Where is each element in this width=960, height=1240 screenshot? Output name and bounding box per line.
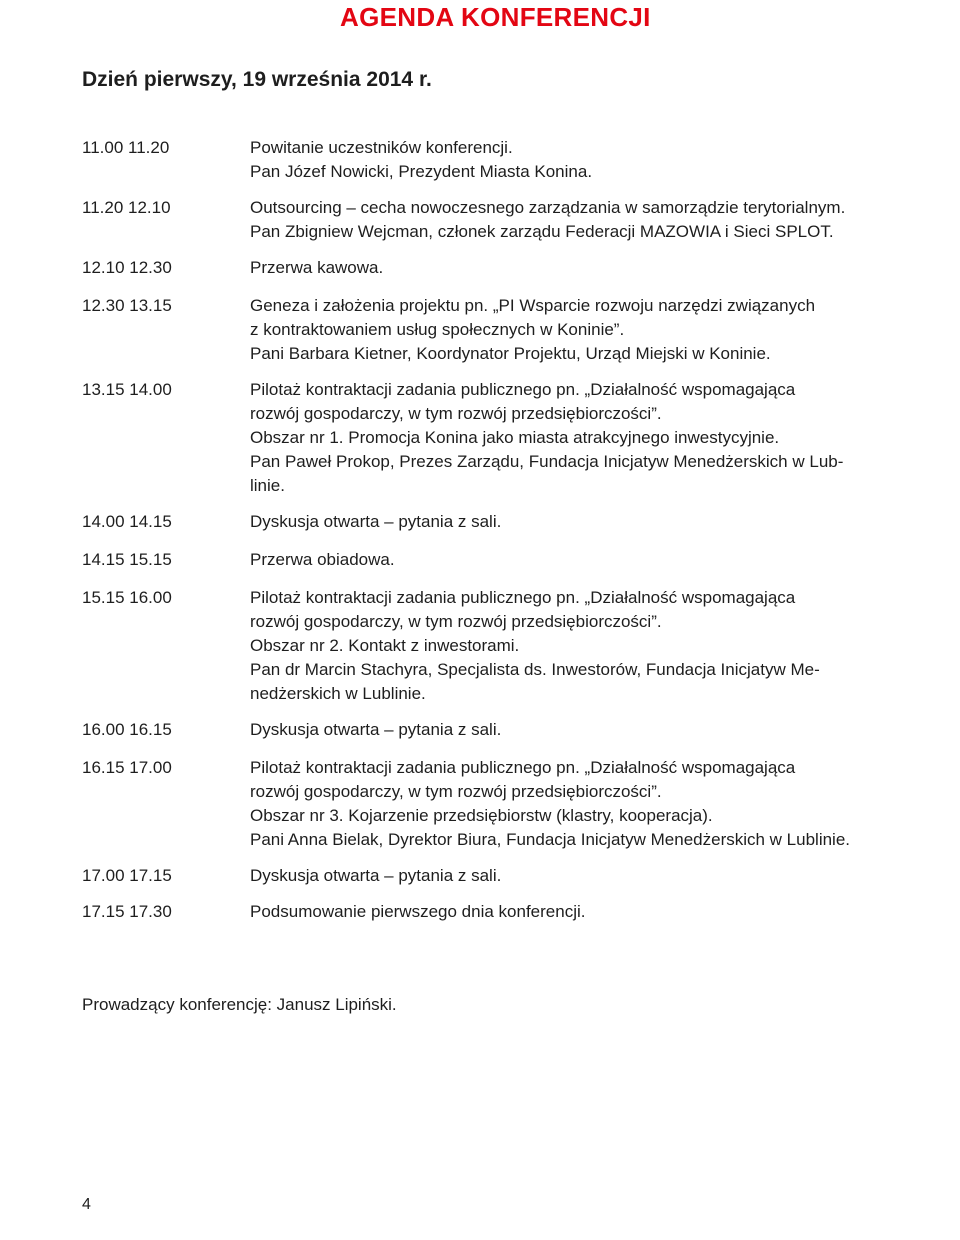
agenda-line: Pilotaż kontraktacji zadania publicznego pn. „Działalność wspomagająca [250,380,796,399]
agenda-time: 12.30 13.15 [82,296,172,315]
agenda-time: 14.15 15.15 [82,550,172,569]
agenda-time: 17.00 17.15 [82,866,172,885]
agenda-line: Pan Zbigniew Wejcman, członek zarządu Federacji MAZOWIA i Sieci SPLOT. [250,222,834,241]
agenda-description [250,510,882,534]
agenda-time: 13.15 14.00 [82,380,172,399]
agenda-line: Pan Józef Nowicki, Prezydent Miasta Konina. [250,162,593,181]
agenda-item [82,378,882,498]
agenda-description [250,900,882,924]
agenda-line: Pan dr Marcin Stachyra, Specjalista ds. Inwestorów, Fundacja Inicjatyw Me- [250,660,820,679]
agenda-description [250,256,882,280]
moderator-note: Prowadzący konferencję: Janusz Lipiński. [82,995,397,1014]
agenda-line: Geneza i założenia projektu pn. „PI Wsparcie rozwoju narzędzi związanych [250,296,816,315]
agenda-line: Dyskusja otwarta – pytania z sali. [250,866,502,885]
agenda-line: rozwój gospodarczy, w tym rozwój przedsiębiorczości”. [250,612,662,631]
agenda-time: 16.15 17.00 [82,758,172,777]
agenda-item [82,256,882,280]
agenda-description [250,718,882,742]
agenda-item [82,510,882,534]
agenda-time: 15.15 16.00 [82,588,172,607]
agenda-item [82,718,882,742]
page-title: AGENDA KONFERENCJI [340,2,651,32]
agenda-description [250,136,882,184]
agenda-time: 11.20 12.10 [82,198,171,217]
agenda-line: rozwój gospodarczy, w tym rozwój przedsiębiorczości”. [250,404,662,423]
agenda-time: 17.15 17.30 [82,902,172,921]
agenda-line: Pani Barbara Kietner, Koordynator Projektu, Urząd Miejski w Koninie. [250,344,771,363]
agenda-line: Przerwa kawowa. [250,258,384,277]
agenda-description [250,378,882,498]
agenda-line: Dyskusja otwarta – pytania z sali. [250,720,502,739]
agenda-description [250,586,882,706]
agenda-line: Obszar nr 3. Kojarzenie przedsiębiorstw (klastry, kooperacja). [250,806,713,825]
agenda-line: nedżerskich w Lublinie. [250,684,426,703]
agenda-time: 14.00 14.15 [82,512,172,531]
agenda-time: 12.10 12.30 [82,258,172,277]
agenda-line: Podsumowanie pierwszego dnia konferencji. [250,902,586,921]
agenda-line: linie. [250,476,285,495]
agenda-line: Pilotaż kontraktacji zadania publicznego pn. „Działalność wspomagająca [250,758,796,777]
agenda-description [250,548,882,572]
agenda-item [82,586,882,706]
agenda-line: Pilotaż kontraktacji zadania publicznego pn. „Działalność wspomagająca [250,588,796,607]
agenda-description [250,196,882,244]
agenda-time: 16.00 16.15 [82,720,172,739]
agenda-item [82,294,882,366]
agenda-line: Obszar nr 2. Kontakt z inwestorami. [250,636,520,655]
agenda-line: z kontraktowaniem usług społecznych w Koninie”. [250,320,625,339]
agenda-description [250,864,882,888]
agenda-time: 11.00 11.20 [82,138,170,157]
agenda-item [82,548,882,572]
agenda-line: Pani Anna Bielak, Dyrektor Biura, Fundacja Inicjatyw Menedżerskich w Lublinie. [250,830,851,849]
agenda-line: rozwój gospodarczy, w tym rozwój przedsiębiorczości”. [250,782,662,801]
page-number: 4 [82,1196,91,1213]
agenda-line: Powitanie uczestników konferencji. [250,138,513,157]
agenda-item [82,900,882,924]
day-heading: Dzień pierwszy, 19 września 2014 r. [82,68,432,91]
agenda-list [82,136,882,924]
agenda-line: Dyskusja otwarta – pytania z sali. [250,512,502,531]
agenda-description [250,294,882,366]
agenda-line: Pan Paweł Prokop, Prezes Zarządu, Fundacja Inicjatyw Menedżerskich w Lub- [250,452,844,471]
agenda-item [82,136,882,184]
agenda-line: Obszar nr 1. Promocja Konina jako miasta atrakcyjnego inwestycyjnie. [250,428,780,447]
agenda-line: Przerwa obiadowa. [250,550,395,569]
agenda-description [250,756,882,852]
agenda-item [82,756,882,852]
agenda-item [82,196,882,244]
agenda-item [82,864,882,888]
agenda-line: Outsourcing – cecha nowoczesnego zarządzania w samorządzie terytorialnym. [250,198,846,217]
